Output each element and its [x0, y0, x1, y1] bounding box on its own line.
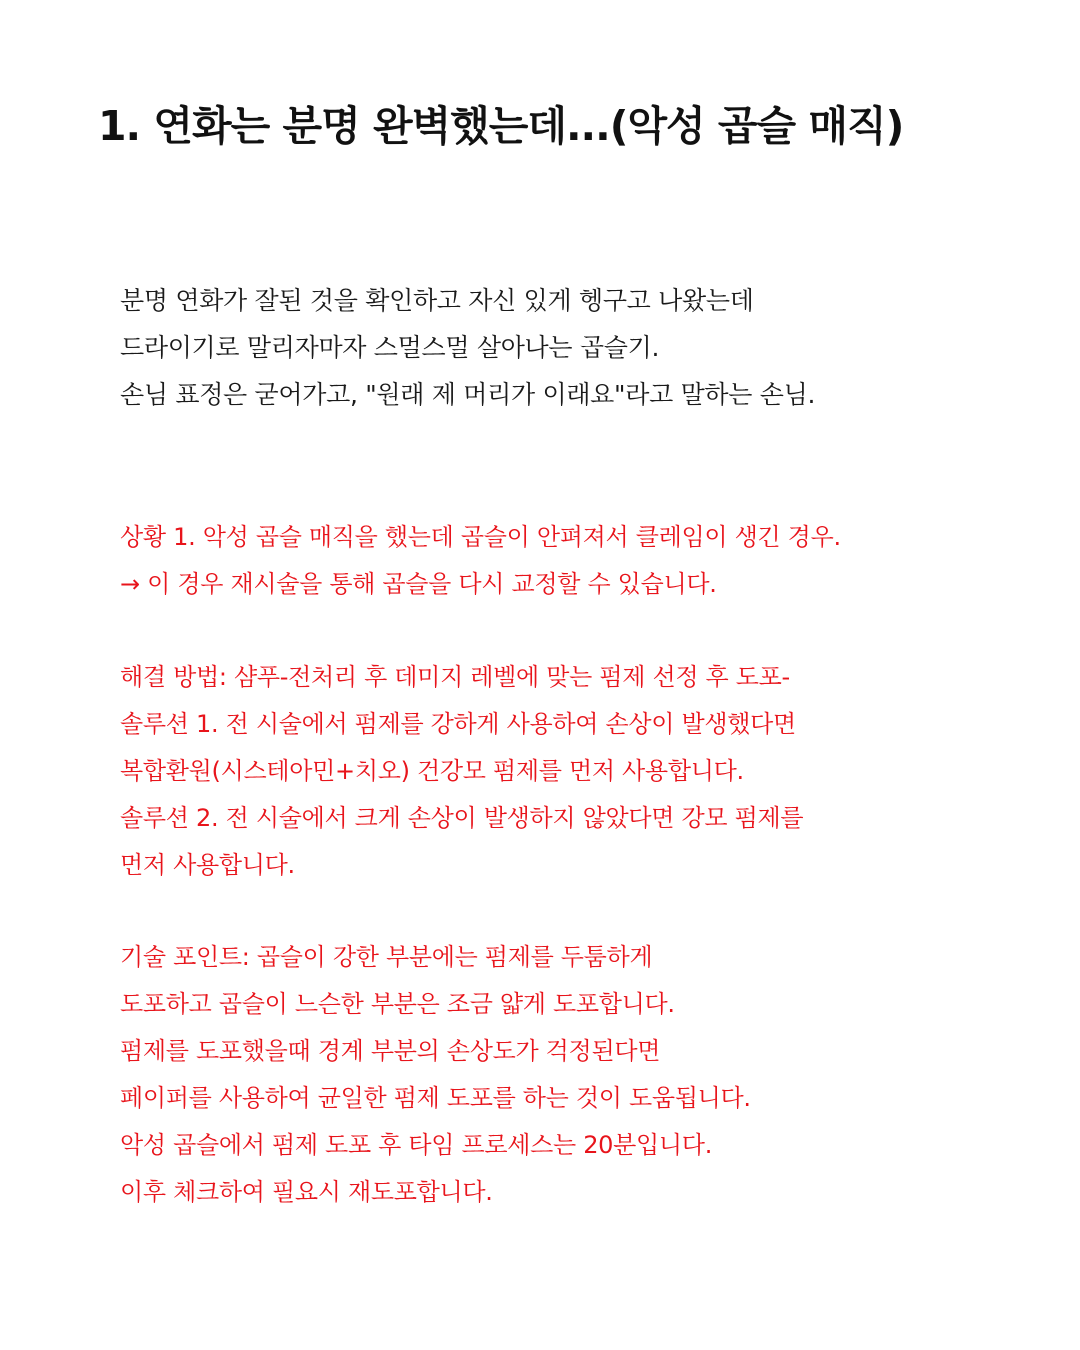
- situation-line: 상황 1. 악성 곱슬 매직을 했는데 곱슬이 안펴져서 클레임이 생긴 경우.: [120, 523, 841, 551]
- technique-section: [120, 934, 1020, 1216]
- technique-line: 기술 포인트: 곱슬이 강한 부분에는 펌제를 두툼하게: [120, 943, 653, 971]
- technique-line: 펌제를 도포했을때 경계 부분의 손상도가 걱정된다면: [120, 1037, 661, 1065]
- situation-line: → 이 경우 재시술을 통해 곱슬을 다시 교정할 수 있습니다.: [120, 570, 717, 598]
- solution-line: 해결 방법: 샴푸-전처리 후 데미지 레벨에 맞는 펌제 선정 후 도포-: [120, 663, 790, 691]
- solution-section: [120, 654, 1020, 889]
- situation-section: [120, 514, 1020, 608]
- solution-line: 솔루션 1. 전 시술에서 펌제를 강하게 사용하여 손상이 발생했다면: [120, 710, 796, 738]
- solution-line: 먼저 사용합니다.: [120, 851, 295, 879]
- intro-line: 분명 연화가 잘된 것을 확인하고 자신 있게 헹구고 나왔는데: [120, 286, 754, 315]
- technique-line: 이후 체크하여 필요시 재도포합니다.: [120, 1178, 493, 1206]
- technique-line: 페이퍼를 사용하여 균일한 펌제 도포를 하는 것이 도움됩니다.: [120, 1084, 751, 1112]
- solution-line: 복합환원(시스테아민+치오) 건강모 펌제를 먼저 사용합니다.: [120, 757, 744, 785]
- technique-line: 악성 곱슬에서 펌제 도포 후 타임 프로세스는 20분입니다.: [120, 1131, 713, 1159]
- intro-line: 드라이기로 말리자마자 스멀스멀 살아나는 곱슬기.: [120, 333, 660, 362]
- page-title: 1. 연화는 분명 완벽했는데...(악성 곱슬 매직): [98, 102, 904, 150]
- technique-line: 도포하고 곱슬이 느슨한 부분은 조금 얇게 도포합니다.: [120, 990, 675, 1018]
- solution-line: 솔루션 2. 전 시술에서 크게 손상이 발생하지 않았다면 강모 펌제를: [120, 804, 804, 832]
- intro-paragraph: [120, 277, 1020, 418]
- intro-line: 손님 표정은 굳어가고, "원래 제 머리가 이래요"라고 말하는 손님.: [120, 380, 816, 409]
